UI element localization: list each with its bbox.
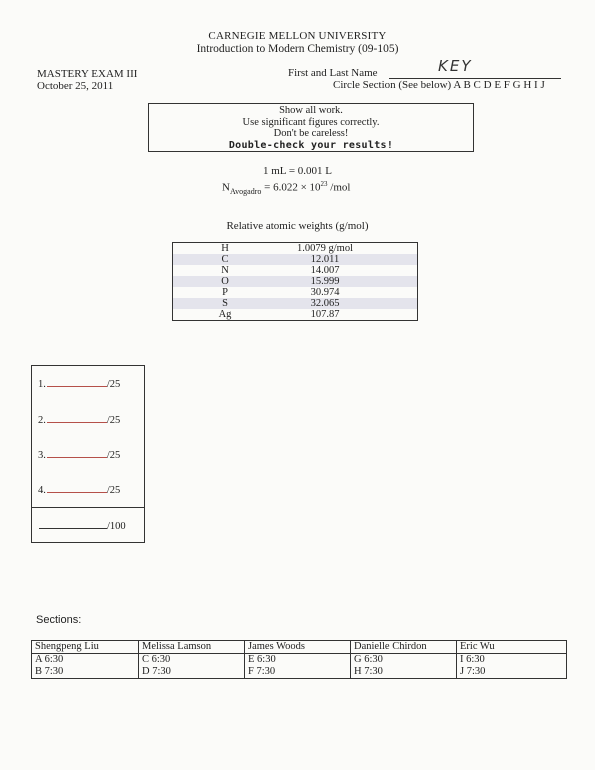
- score-label: 4.: [38, 485, 46, 496]
- element-symbol: C: [173, 254, 278, 265]
- instructor-name: Shengpeng Liu: [32, 641, 139, 654]
- instructor-name: Danielle Chirdon: [351, 641, 457, 654]
- section-label: Circle Section (See below): [333, 79, 452, 91]
- exam-title: MASTERY EXAM III: [37, 68, 138, 80]
- section-time: F 7:30: [245, 666, 351, 679]
- total-max: /100: [107, 521, 126, 532]
- instruction-line: Don't be careless!: [273, 128, 349, 139]
- table-row: [173, 276, 418, 287]
- section-time: E 6:30: [245, 654, 351, 667]
- score-row[interactable]: [38, 379, 120, 390]
- score-box: [31, 365, 145, 543]
- table-row: [173, 265, 418, 276]
- section-time: I 6:30: [457, 654, 567, 667]
- ml-conversion: 1 mL = 0.001 L: [262, 165, 333, 177]
- score-row[interactable]: [38, 450, 120, 461]
- score-max: /25: [106, 379, 121, 390]
- element-weight: 30.974: [310, 287, 340, 298]
- instructor-name: James Woods: [245, 641, 351, 654]
- avogadro-constant: [222, 180, 350, 196]
- element-symbol: P: [222, 287, 228, 298]
- table-row: [173, 254, 418, 265]
- table-row: [32, 666, 567, 679]
- element-symbol: H: [221, 243, 229, 254]
- score-max: /25: [106, 485, 121, 496]
- score-label: 2.: [38, 415, 46, 426]
- instructor-name: Eric Wu: [457, 641, 567, 654]
- name-label: First and Last Name: [288, 67, 378, 79]
- score-max: /25: [106, 415, 121, 426]
- avogadro-symbol: N: [222, 181, 230, 194]
- course-title: Introduction to Modern Chemistry (09-105): [196, 43, 399, 55]
- table-row: [173, 243, 418, 255]
- score-label: 3.: [38, 450, 46, 461]
- table-row: [173, 287, 418, 298]
- score-label: 1.: [38, 379, 46, 390]
- exam-info: [37, 68, 137, 92]
- avogadro-unit: /mol: [327, 181, 351, 194]
- section-time: C 6:30: [139, 654, 245, 667]
- total-blank[interactable]: [39, 528, 107, 529]
- section-letters[interactable]: A B C D E F G H I J: [453, 79, 545, 91]
- instructor-name: Melissa Lamson: [139, 641, 245, 654]
- element-weight: 32.065: [277, 298, 418, 309]
- exam-date: October 25, 2011: [37, 80, 114, 92]
- instruction-line: Use significant figures correctly.: [242, 116, 380, 128]
- element-symbol: O: [173, 276, 278, 287]
- section-selector[interactable]: [333, 79, 545, 91]
- table-row: [173, 298, 418, 309]
- table-row: [173, 309, 418, 321]
- score-row[interactable]: [38, 415, 120, 426]
- section-time: G 6:30: [351, 654, 457, 667]
- score-max: /25: [106, 450, 121, 461]
- element-symbol: N: [221, 265, 229, 276]
- name-value: KEY: [438, 57, 473, 75]
- avogadro-exponent: 23: [320, 180, 328, 188]
- instruction-line-emphasis: Double-check your results!: [228, 139, 394, 151]
- avogadro-value: = 6.022 × 10: [261, 181, 321, 194]
- score-blank[interactable]: [47, 457, 107, 458]
- element-weight: 15.999: [277, 276, 418, 287]
- element-weight: 1.0079 g/mol: [296, 243, 353, 254]
- element-symbol: Ag: [218, 309, 232, 320]
- score-row[interactable]: [38, 485, 120, 496]
- score-divider: [32, 507, 144, 508]
- name-field[interactable]: [288, 57, 473, 79]
- score-blank[interactable]: [47, 422, 107, 423]
- instructions-box: [148, 103, 474, 152]
- university-name: CARNEGIE MELLON UNIVERSITY: [208, 30, 387, 42]
- section-time: J 7:30: [457, 666, 567, 679]
- sections-table: [31, 640, 567, 679]
- score-blank[interactable]: [47, 492, 107, 493]
- table-row: [32, 641, 567, 654]
- table-row: [32, 654, 567, 667]
- instruction-line: Show all work.: [279, 105, 343, 116]
- section-time: H 7:30: [351, 666, 457, 679]
- avogadro-subscript: Avogadro: [229, 186, 262, 196]
- element-weight: 12.011: [277, 254, 418, 265]
- score-blank[interactable]: [47, 386, 107, 387]
- section-time: B 7:30: [35, 666, 64, 677]
- section-time: D 7:30: [139, 666, 245, 679]
- atomic-weights-title: Relative atomic weights (g/mol): [226, 220, 369, 232]
- atomic-weights-table: [172, 242, 418, 321]
- total-row[interactable]: [38, 521, 126, 532]
- section-time: A 6:30: [35, 654, 64, 665]
- element-weight: 107.87: [310, 309, 340, 320]
- sections-label: Sections:: [36, 614, 82, 626]
- element-symbol: S: [173, 298, 278, 309]
- element-weight: 14.007: [310, 265, 340, 276]
